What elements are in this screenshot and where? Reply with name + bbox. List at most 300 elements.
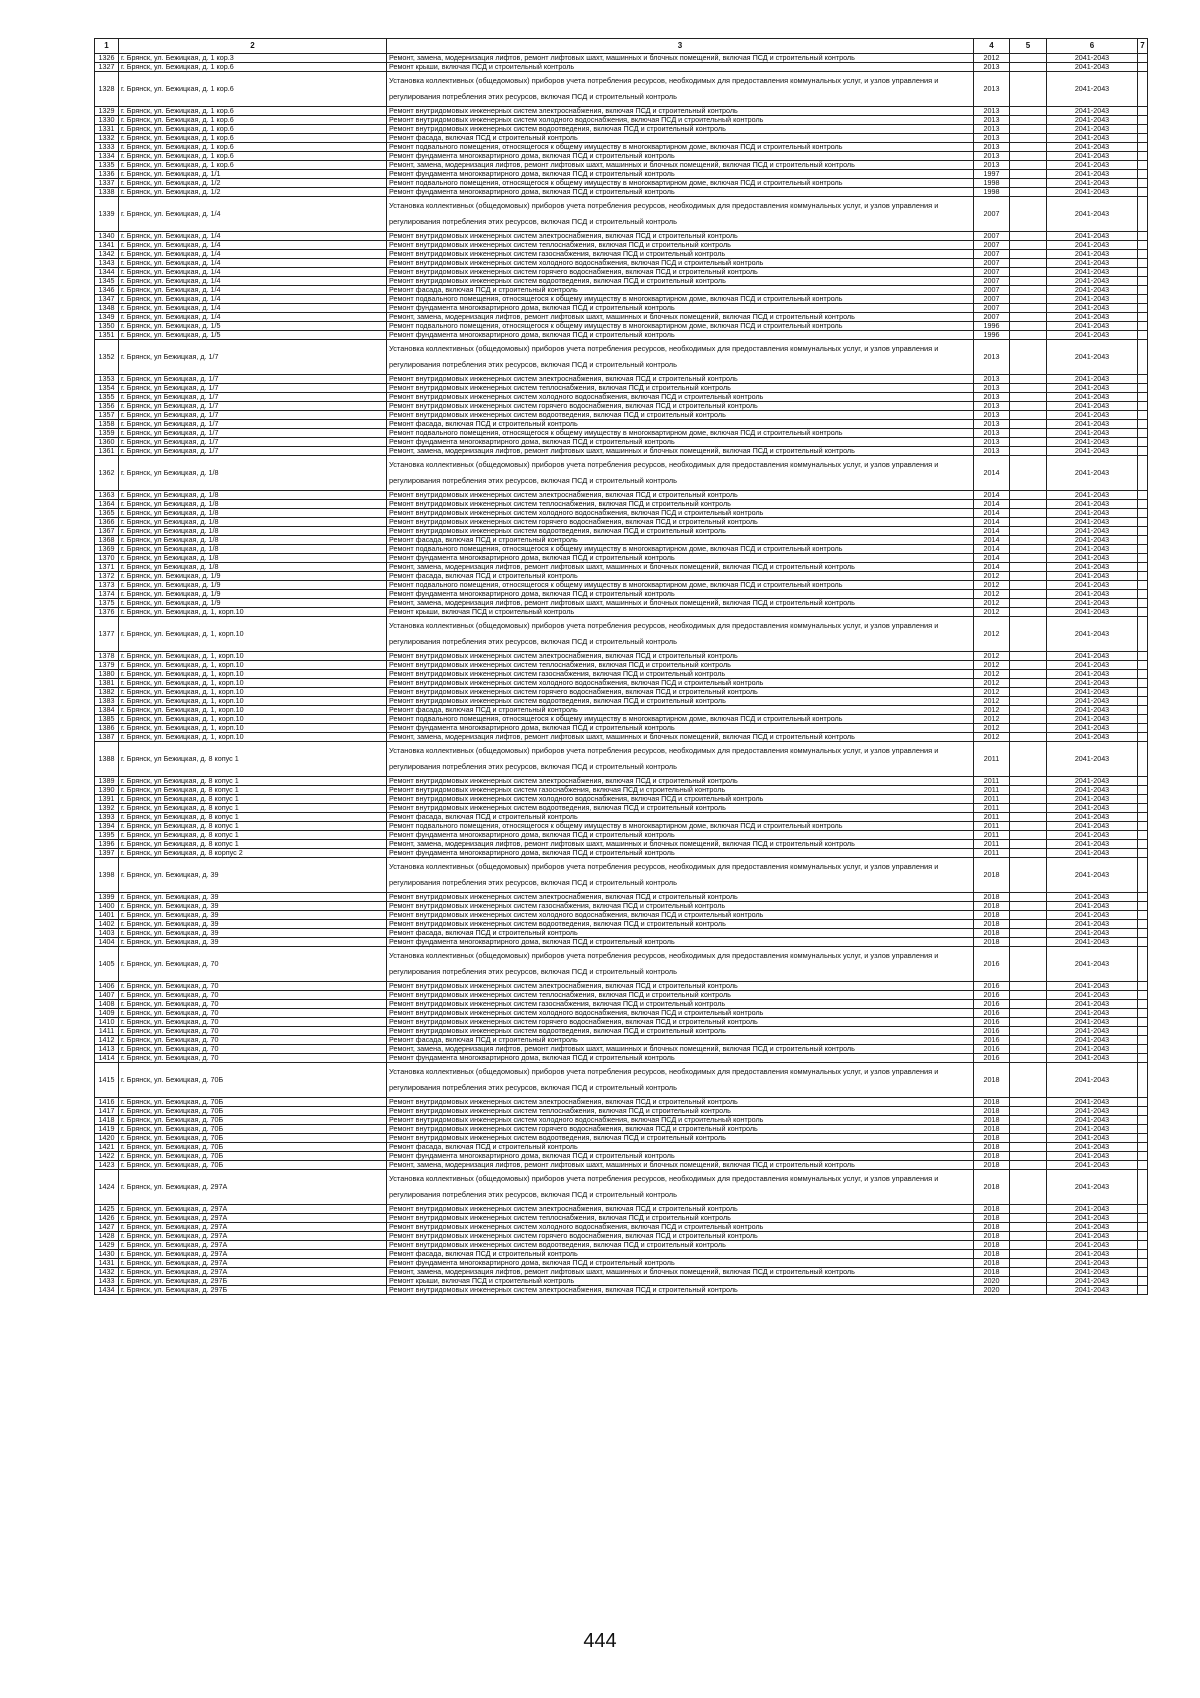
table-row [95,152,1148,161]
col-5-cell [1010,929,1047,938]
row-number-cell: 1424 [95,1170,119,1205]
row-number-cell: 1342 [95,250,119,259]
col-5-cell [1010,813,1047,822]
col-7-cell [1138,599,1148,608]
table-row [95,304,1148,313]
col-5-cell [1010,63,1047,72]
col-7-cell [1138,777,1148,786]
work-type-cell: Ремонт внутридомовых инженерных систем водоотведения, включая ПСД и строительный контроль [387,125,974,134]
year-built-cell: 2014 [974,545,1010,554]
row-number-cell: 1391 [95,795,119,804]
year-built-cell: 2011 [974,813,1010,822]
table-row [95,429,1148,438]
address-cell: г. Брянск, ул. Бежицкая, д. 1/9 [119,572,387,581]
table-row [95,991,1148,1000]
year-built-cell: 2013 [974,438,1010,447]
address-cell: г. Брянск, ул Бежицкая, д. 1/7 [119,375,387,384]
table-row [95,733,1148,742]
work-type-cell: Ремонт внутридомовых инженерных систем электроснабжения, включая ПСД и строительный контроль [387,232,974,241]
address-cell: г. Брянск, ул. Бежицкая, д. 1/4 [119,232,387,241]
period-cell: 2041-2043 [1047,179,1138,188]
address-cell: г. Брянск, ул. Бежицкая, д. 39 [119,858,387,893]
period-cell: 2041-2043 [1047,1098,1138,1107]
address-cell: г. Брянск, ул Бежицкая, д. 8 копус 1 [119,813,387,822]
col-7-cell [1138,786,1148,795]
year-built-cell: 2018 [974,920,1010,929]
row-number-cell: 1331 [95,125,119,134]
year-built-cell: 2012 [974,54,1010,63]
period-cell: 2041-2043 [1047,63,1138,72]
col-7-cell [1138,116,1148,125]
row-number-cell: 1367 [95,527,119,536]
work-type-cell: Ремонт крыши, включая ПСД и строительный контроль [387,608,974,617]
work-type-cell: Ремонт фундамента многоквартирного дома, включая ПСД и строительный контроль [387,1152,974,1161]
year-built-cell: 2016 [974,1000,1010,1009]
row-number-cell: 1403 [95,929,119,938]
row-number-cell: 1330 [95,116,119,125]
col-7-cell [1138,170,1148,179]
col-5-cell [1010,670,1047,679]
col-7-cell [1138,1143,1148,1152]
row-number-cell: 1398 [95,858,119,893]
address-cell: г. Брянск, ул. Бежицкая, д. 1 кор.6 [119,116,387,125]
address-cell: г. Брянск, ул Бежицкая, д. 1/7 [119,438,387,447]
col-5-cell [1010,911,1047,920]
period-cell: 2041-2043 [1047,447,1138,456]
row-number-cell: 1327 [95,63,119,72]
period-cell: 2041-2043 [1047,1232,1138,1241]
row-number-cell: 1373 [95,581,119,590]
period-cell: 2041-2043 [1047,107,1138,116]
col-7-cell [1138,447,1148,456]
table-row [95,938,1148,947]
work-type-cell: Ремонт, замена, модернизация лифтов, ремонт лифтовых шахт, машинных и блочных помещений, включая ПСД и строительный контроль [387,313,974,322]
table-row [95,527,1148,536]
address-cell: г. Брянск, ул Бежицкая, д. 8 копус 1 [119,742,387,777]
row-number-cell: 1350 [95,322,119,331]
address-cell: г. Брянск, ул. Бежицкая, д. 70 [119,991,387,1000]
row-number-cell: 1392 [95,804,119,813]
col-7-cell [1138,652,1148,661]
work-type-cell: Ремонт фундамента многоквартирного дома, включая ПСД и строительный контроль [387,304,974,313]
col-5-cell [1010,563,1047,572]
address-cell: г. Брянск, ул. Бежицкая, д. 1 кор.6 [119,134,387,143]
period-cell: 2041-2043 [1047,786,1138,795]
period-cell: 2041-2043 [1047,652,1138,661]
year-built-cell: 2007 [974,259,1010,268]
period-cell: 2041-2043 [1047,982,1138,991]
year-built-cell: 2018 [974,1107,1010,1116]
period-cell: 2041-2043 [1047,322,1138,331]
work-type-cell: Ремонт фасада, включая ПСД и строительный контроль [387,134,974,143]
col-7-cell [1138,1009,1148,1018]
table-row [95,831,1148,840]
col-5-cell [1010,1143,1047,1152]
row-number-cell: 1377 [95,617,119,652]
year-built-cell: 2014 [974,500,1010,509]
col-7-cell [1138,1116,1148,1125]
table-row [95,929,1148,938]
table-row [95,1268,1148,1277]
year-built-cell: 2013 [974,152,1010,161]
year-built-cell: 2013 [974,116,1010,125]
row-number-cell: 1412 [95,1036,119,1045]
col-5-cell [1010,107,1047,116]
col-7-cell [1138,1250,1148,1259]
row-number-cell: 1351 [95,331,119,340]
col-5-cell [1010,518,1047,527]
col-5-cell [1010,572,1047,581]
col-7-cell [1138,617,1148,652]
address-cell: г. Брянск, ул. Бежицкая, д. 297Б [119,1286,387,1295]
col-5-cell [1010,1045,1047,1054]
work-type-cell: Ремонт внутридомовых инженерных систем электроснабжения, включая ПСД и строительный контроль [387,375,974,384]
year-built-cell: 2013 [974,107,1010,116]
work-type-cell: Ремонт фасада, включая ПСД и строительный контроль [387,813,974,822]
address-cell: г. Брянск, ул. Бежицкая, д. 1/4 [119,286,387,295]
work-type-cell: Ремонт фасада, включая ПСД и строительный контроль [387,572,974,581]
col-7-cell [1138,572,1148,581]
address-cell: г. Брянск, ул Бежицкая, д. 1/8 [119,545,387,554]
table-row [95,420,1148,429]
address-cell: г. Брянск, ул. Бежицкая, д. 297А [119,1241,387,1250]
table-row [95,572,1148,581]
address-cell: г. Брянск, ул. Бежицкая, д. 297А [119,1232,387,1241]
work-type-cell: Ремонт внутридомовых инженерных систем теплоснабжения, включая ПСД и строительный контроль [387,384,974,393]
col-5-cell [1010,375,1047,384]
year-built-cell: 2013 [974,161,1010,170]
col-7-cell [1138,554,1148,563]
period-cell: 2041-2043 [1047,1268,1138,1277]
year-built-cell: 2013 [974,72,1010,107]
work-type-cell: Ремонт фундамента многоквартирного дома, включая ПСД и строительный контроль [387,849,974,858]
year-built-cell: 2016 [974,982,1010,991]
col-7-cell [1138,1063,1148,1098]
row-number-cell: 1417 [95,1107,119,1116]
col-7-cell [1138,733,1148,742]
period-cell: 2041-2043 [1047,232,1138,241]
year-built-cell: 2012 [974,688,1010,697]
period-cell: 2041-2043 [1047,429,1138,438]
work-type-cell: Ремонт внутридомовых инженерных систем теплоснабжения, включая ПСД и строительный контроль [387,500,974,509]
col-7-cell [1138,947,1148,982]
table-row [95,536,1148,545]
col-5-cell [1010,116,1047,125]
year-built-cell: 2007 [974,295,1010,304]
year-built-cell: 2011 [974,742,1010,777]
col-5-cell [1010,804,1047,813]
col-7-cell [1138,545,1148,554]
work-type-cell: Ремонт, замена, модернизация лифтов, ремонт лифтовых шахт, машинных и блочных помещений, включая ПСД и строительный контроль [387,733,974,742]
col-5-cell [1010,402,1047,411]
period-cell: 2041-2043 [1047,733,1138,742]
year-built-cell: 2018 [974,858,1010,893]
address-cell: г. Брянск, ул. Бежицкая, д. 70Б [119,1116,387,1125]
period-cell: 2041-2043 [1047,375,1138,384]
work-type-cell: Ремонт подвального помещения, относящегося к общему имуществу в многоквартирном доме, включая ПСД и строительный контроль [387,581,974,590]
col-5-cell [1010,742,1047,777]
period-cell: 2041-2043 [1047,545,1138,554]
table-row [95,1277,1148,1286]
col-5-cell [1010,420,1047,429]
work-type-cell: Ремонт, замена, модернизация лифтов, ремонт лифтовых шахт, машинных и блочных помещений, включая ПСД и строительный контроль [387,1161,974,1170]
work-type-cell: Ремонт подвального помещения, относящегося к общему имуществу в многоквартирном доме, включая ПСД и строительный контроль [387,143,974,152]
year-built-cell: 2013 [974,125,1010,134]
period-cell: 2041-2043 [1047,268,1138,277]
address-cell: г. Брянск, ул Бежицкая, д. 8 корпус 2 [119,849,387,858]
row-number-cell: 1326 [95,54,119,63]
col-5-cell [1010,277,1047,286]
col-5-cell [1010,545,1047,554]
work-type-cell: Установка коллективных (общедомовых) приборов учета потребления ресурсов, необходимых для предоставления коммунальных услуг, и узлов управления и регулирования потребления этих ресурсов, включая ПСД и строительный контроль [387,456,974,491]
col-5-cell [1010,652,1047,661]
address-cell: г. Брянск, ул. Бежицкая, д. 1 кор.6 [119,143,387,152]
period-cell: 2041-2043 [1047,259,1138,268]
col-7-cell [1138,920,1148,929]
col-7-cell [1138,331,1148,340]
row-number-cell: 1352 [95,340,119,375]
year-built-cell: 2007 [974,232,1010,241]
table-row [95,1098,1148,1107]
col-7-cell [1138,697,1148,706]
address-cell: г. Брянск, ул. Бежицкая, д. 1 кор.6 [119,152,387,161]
col-5-cell [1010,1134,1047,1143]
address-cell: г. Брянск, ул. Бежицкая, д. 1/4 [119,241,387,250]
row-number-cell: 1434 [95,1286,119,1295]
address-cell: г. Брянск, ул. Бежицкая, д. 39 [119,938,387,947]
col-7-cell [1138,509,1148,518]
address-cell: г. Брянск, ул. Бежицкая, д. 1, корп.10 [119,688,387,697]
col-7-cell [1138,1027,1148,1036]
col-5-cell [1010,581,1047,590]
year-built-cell: 2018 [974,1125,1010,1134]
period-cell: 2041-2043 [1047,1277,1138,1286]
work-type-cell: Ремонт внутридомовых инженерных систем электроснабжения, включая ПСД и строительный контроль [387,1286,974,1295]
table-row [95,1063,1148,1098]
col-5-cell [1010,456,1047,491]
year-built-cell: 2014 [974,554,1010,563]
period-cell: 2041-2043 [1047,277,1138,286]
table-row [95,661,1148,670]
period-cell: 2041-2043 [1047,54,1138,63]
col-7-cell [1138,795,1148,804]
col-5-cell [1010,527,1047,536]
period-cell: 2041-2043 [1047,331,1138,340]
col-7-cell [1138,259,1148,268]
table-row [95,1054,1148,1063]
col-5-cell [1010,554,1047,563]
period-cell: 2041-2043 [1047,599,1138,608]
row-number-cell: 1423 [95,1161,119,1170]
col-7-cell [1138,286,1148,295]
col-7-cell [1138,911,1148,920]
row-number-cell: 1429 [95,1241,119,1250]
period-cell: 2041-2043 [1047,920,1138,929]
work-type-cell: Ремонт внутридомовых инженерных систем электроснабжения, включая ПСД и строительный контроль [387,777,974,786]
col-7-cell [1138,813,1148,822]
table-row [95,724,1148,733]
year-built-cell: 2007 [974,250,1010,259]
row-number-cell: 1369 [95,545,119,554]
header-row [95,39,1148,54]
col-7-cell [1138,1036,1148,1045]
col-7-cell [1138,500,1148,509]
address-cell: г. Брянск, ул. Бежицкая, д. 1, корп.10 [119,715,387,724]
address-cell: г. Брянск, ул Бежицкая, д. 1/7 [119,420,387,429]
row-number-cell: 1384 [95,706,119,715]
col-5-cell [1010,250,1047,259]
col-5-cell [1010,438,1047,447]
col-5-cell [1010,152,1047,161]
table-row [95,295,1148,304]
table-row [95,920,1148,929]
table-row [95,858,1148,893]
table-row [95,652,1148,661]
work-type-cell: Ремонт подвального помещения, относящегося к общему имуществу в многоквартирном доме, включая ПСД и строительный контроль [387,715,974,724]
row-number-cell: 1368 [95,536,119,545]
col-7-cell [1138,1107,1148,1116]
col-7-cell [1138,706,1148,715]
col-5-cell [1010,447,1047,456]
col-7-cell [1138,724,1148,733]
year-built-cell: 2013 [974,411,1010,420]
address-cell: г. Брянск, ул Бежицкая, д. 8 копус 1 [119,786,387,795]
address-cell: г. Брянск, ул. Бежицкая, д. 1/4 [119,197,387,232]
year-built-cell: 2016 [974,1054,1010,1063]
row-number-cell: 1372 [95,572,119,581]
table-row [95,170,1148,179]
year-built-cell: 2013 [974,402,1010,411]
row-number-cell: 1379 [95,661,119,670]
col-5-cell [1010,599,1047,608]
col-5-cell [1010,661,1047,670]
address-cell: г. Брянск, ул. Бежицкая, д. 1/5 [119,331,387,340]
address-cell: г. Брянск, ул. Бежицкая, д. 1/4 [119,268,387,277]
address-cell: г. Брянск, ул. Бежицкая, д. 70Б [119,1152,387,1161]
year-built-cell: 2007 [974,277,1010,286]
col-7-cell [1138,1205,1148,1214]
period-cell: 2041-2043 [1047,563,1138,572]
period-cell: 2041-2043 [1047,286,1138,295]
year-built-cell: 2013 [974,340,1010,375]
col-7-cell [1138,456,1148,491]
period-cell: 2041-2043 [1047,572,1138,581]
col-5-cell [1010,286,1047,295]
col-5-cell [1010,125,1047,134]
table-row [95,447,1148,456]
period-cell: 2041-2043 [1047,143,1138,152]
year-built-cell: 2018 [974,929,1010,938]
col-7-cell [1138,1268,1148,1277]
address-cell: г. Брянск, ул Бежицкая, д. 1/7 [119,402,387,411]
work-type-cell: Ремонт внутридомовых инженерных систем холодного водоснабжения, включая ПСД и строительный контроль [387,116,974,125]
col-7-cell [1138,1223,1148,1232]
row-number-cell: 1365 [95,509,119,518]
col-7-cell [1138,893,1148,902]
row-number-cell: 1381 [95,679,119,688]
work-type-cell: Ремонт внутридомовых инженерных систем горячего водоснабжения, включая ПСД и строительный контроль [387,1018,974,1027]
work-type-cell: Ремонт фундамента многоквартирного дома, включая ПСД и строительный контроль [387,590,974,599]
year-built-cell: 2013 [974,393,1010,402]
work-type-cell: Ремонт фасада, включая ПСД и строительный контроль [387,1143,974,1152]
address-cell: г. Брянск, ул Бежицкая, д. 1/8 [119,518,387,527]
year-built-cell: 2007 [974,313,1010,322]
table-row [95,1027,1148,1036]
row-number-cell: 1366 [95,518,119,527]
year-built-cell: 2013 [974,63,1010,72]
year-built-cell: 2018 [974,1143,1010,1152]
col-7-cell [1138,831,1148,840]
year-built-cell: 2018 [974,1250,1010,1259]
row-number-cell: 1433 [95,1277,119,1286]
row-number-cell: 1338 [95,188,119,197]
row-number-cell: 1386 [95,724,119,733]
year-built-cell: 2007 [974,197,1010,232]
col-7-cell [1138,340,1148,375]
table-row [95,1045,1148,1054]
work-type-cell: Ремонт внутридомовых инженерных систем водоотведения, включая ПСД и строительный контроль [387,920,974,929]
table-row [95,670,1148,679]
address-cell: г. Брянск, ул. Бежицкая, д. 70 [119,1009,387,1018]
period-cell: 2041-2043 [1047,1259,1138,1268]
col-header: 2 [119,39,387,54]
col-5-cell [1010,688,1047,697]
period-cell: 2041-2043 [1047,1286,1138,1295]
row-number-cell: 1328 [95,72,119,107]
row-number-cell: 1383 [95,697,119,706]
col-5-cell [1010,991,1047,1000]
table-row [95,777,1148,786]
table-row [95,375,1148,384]
period-cell: 2041-2043 [1047,295,1138,304]
period-cell: 2041-2043 [1047,1054,1138,1063]
work-type-cell: Установка коллективных (общедомовых) приборов учета потребления ресурсов, необходимых для предоставления коммунальных услуг, и узлов управления и регулирования потребления этих ресурсов, включая ПСД и строительный контроль [387,1170,974,1205]
col-5-cell [1010,858,1047,893]
year-built-cell: 2011 [974,822,1010,831]
row-number-cell: 1405 [95,947,119,982]
col-7-cell [1138,125,1148,134]
work-type-cell: Ремонт фундамента многоквартирного дома, включая ПСД и строительный контроль [387,724,974,733]
period-cell: 2041-2043 [1047,420,1138,429]
year-built-cell: 2013 [974,134,1010,143]
address-cell: г. Брянск, ул Бежицкая, д. 8 копус 1 [119,822,387,831]
table-row [95,116,1148,125]
year-built-cell: 2011 [974,804,1010,813]
row-number-cell: 1332 [95,134,119,143]
row-number-cell: 1339 [95,197,119,232]
period-cell: 2041-2043 [1047,608,1138,617]
address-cell: г. Брянск, ул. Бежицкая, д. 297А [119,1268,387,1277]
col-5-cell [1010,393,1047,402]
col-7-cell [1138,375,1148,384]
col-5-cell [1010,170,1047,179]
work-type-cell: Ремонт фасада, включая ПСД и строительный контроль [387,1250,974,1259]
table-row [95,456,1148,491]
address-cell: г. Брянск, ул Бежицкая, д. 1/7 [119,340,387,375]
document-sheet [94,38,1147,1295]
work-type-cell: Ремонт внутридомовых инженерных систем теплоснабжения, включая ПСД и строительный контроль [387,991,974,1000]
table-row [95,947,1148,982]
year-built-cell: 1998 [974,188,1010,197]
col-5-cell [1010,786,1047,795]
period-cell: 2041-2043 [1047,536,1138,545]
address-cell: г. Брянск, ул. Бежицкая, д. 1, корп.10 [119,679,387,688]
col-7-cell [1138,608,1148,617]
col-5-cell [1010,1232,1047,1241]
col-5-cell [1010,304,1047,313]
row-number-cell: 1395 [95,831,119,840]
table-row [95,599,1148,608]
